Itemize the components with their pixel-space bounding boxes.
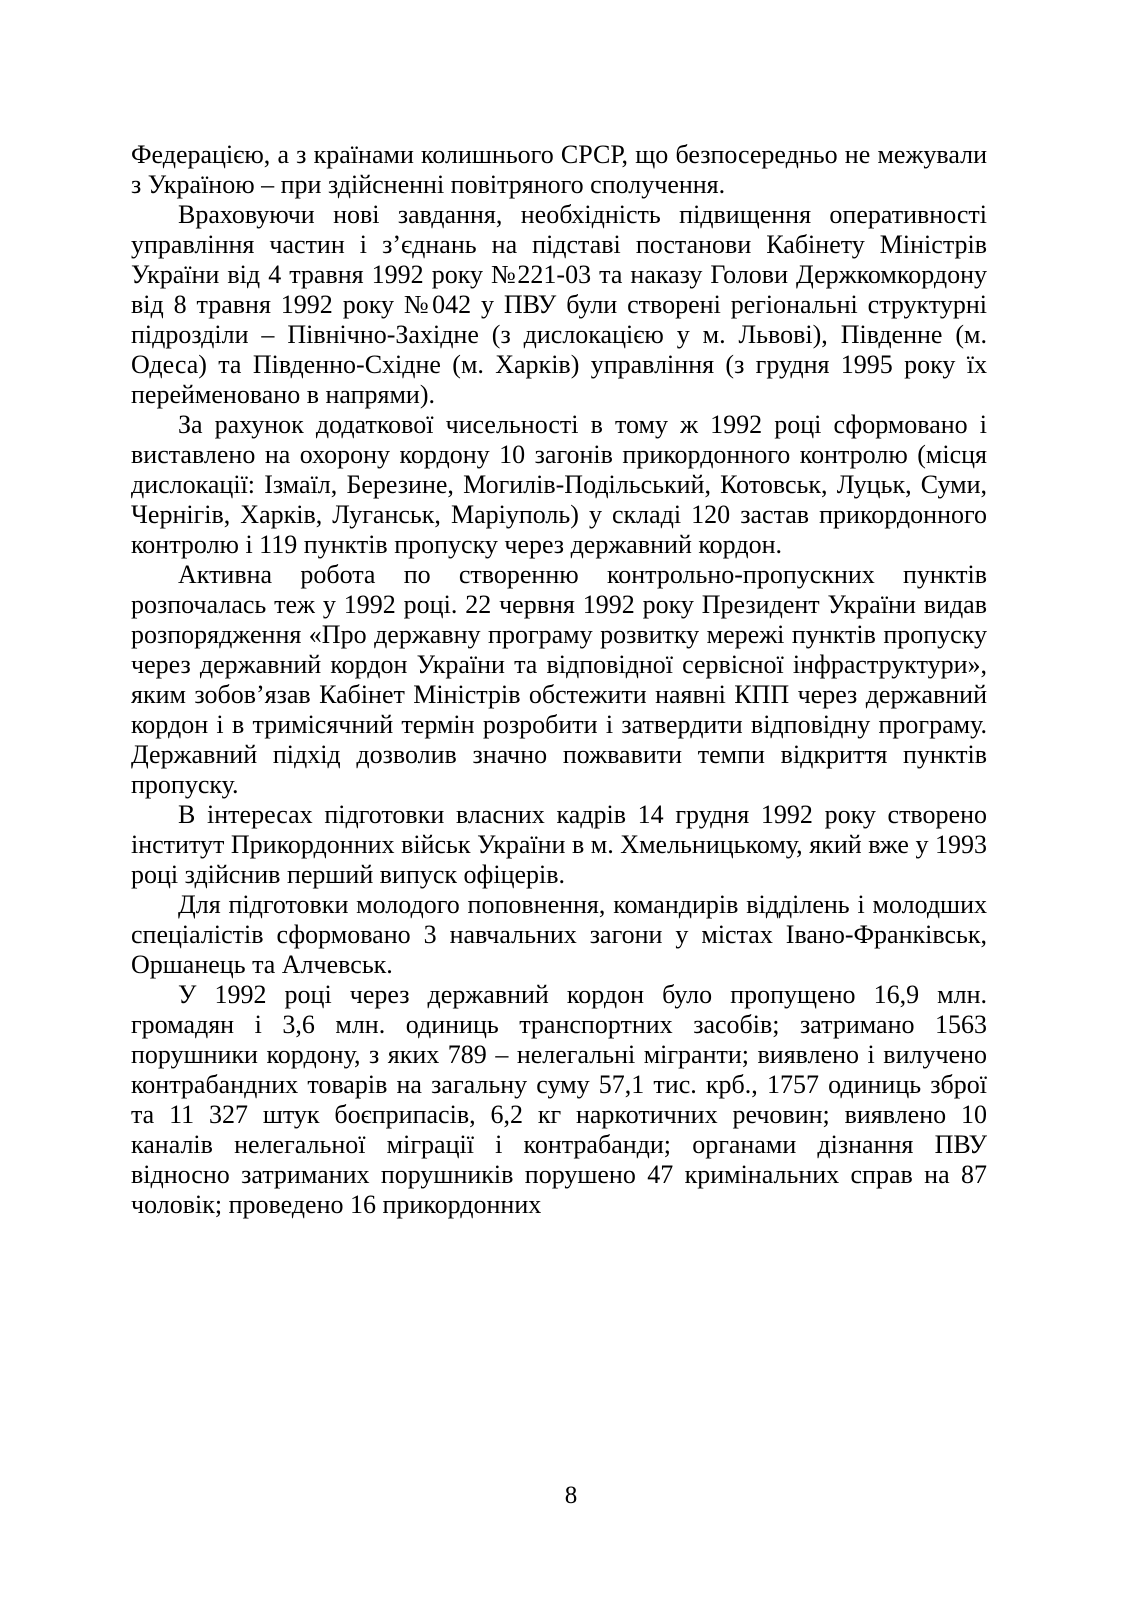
paragraph: Для підготовки молодого поповнення, командирів відділень і молодших спеціалістів сформовано 3 навчальних загони у містах Івано-Франківськ, Оршанець та Алчевськ. [131, 890, 987, 979]
paragraph: Федерацією, а з країнами колишнього СРСР, що безпосередньо не межували з Україною – при здійсненні повітряного сполучення. [131, 140, 987, 199]
text-block [131, 140, 987, 1220]
page-number: 8 [564, 1482, 578, 1509]
paragraph: В інтересах підготовки власних кадрів 14 грудня 1992 року створено інститут Прикордонних військ України в м. Хмельницькому, який вже у 1993 році здійснив перший випуск офіцерів. [131, 800, 987, 889]
paragraph: У 1992 році через державний кордон було пропущено 16,9 млн. громадян і 3,6 млн. одиниць транспортних засобів; затримано 1563 порушники кордону, з яких 789 – нелегальні мігранти; виявлено і вилучено контрабандних товарів на загальну суму 57,1 тис. крб., 1757 одиниць зброї та 11 327 штук боєприпасів, 6,2 кг наркотичних речовин; виявлено 10 каналів нелегальної міграції і контрабанди; органами дізнання ПВУ відносно затриманих порушників порушено 47 кримінальних справ на 87 чоловік; проведено 16 прикордонних [131, 980, 987, 1219]
paragraph: Враховуючи нові завдання, необхідність підвищення оперативності управління частин і з’єднань на підставі постанови Кабінету Міністрів України від 4 травня 1992 року №221-03 та наказу Голови Держкомкордону від 8 травня 1992 року №042 у ПВУ були створені регіональні структурні підрозділи – Північно-Західне (з дислокацією у м. Львові), Південне (м. Одеса) та Південно-Східне (м. Харків) управління (з грудня 1995 року їх перейменовано в напрями). [131, 200, 987, 409]
paragraph: Активна робота по створенню контрольно-пропускних пунктів розпочалась теж у 1992 році. 22 червня 1992 року Президент України видав розпорядження «Про державну програму розвитку мережі пунктів пропуску через державний кордон України та відповідної сервісної інфраструктури», яким зобов’язав Кабінет Міністрів обстежити наявні КПП через державний кордон і в тримісячний термін розробити і затвердити відповідну програму. Державний підхід дозволив значно пожвавити темпи відкриття пунктів пропуску. [131, 560, 987, 799]
paragraph: За рахунок додаткової чисельності в тому ж 1992 році сформовано і виставлено на охорону кордону 10 загонів прикордонного контролю (місця дислокації: Ізмаїл, Березине, Могилів-Подільський, Котовськ, Луцьк, Суми, Чернігів, Харків, Луганськ, Маріуполь) у складі 120 застав прикордонного контролю і 119 пунктів пропуску через державний кордон. [131, 410, 987, 559]
